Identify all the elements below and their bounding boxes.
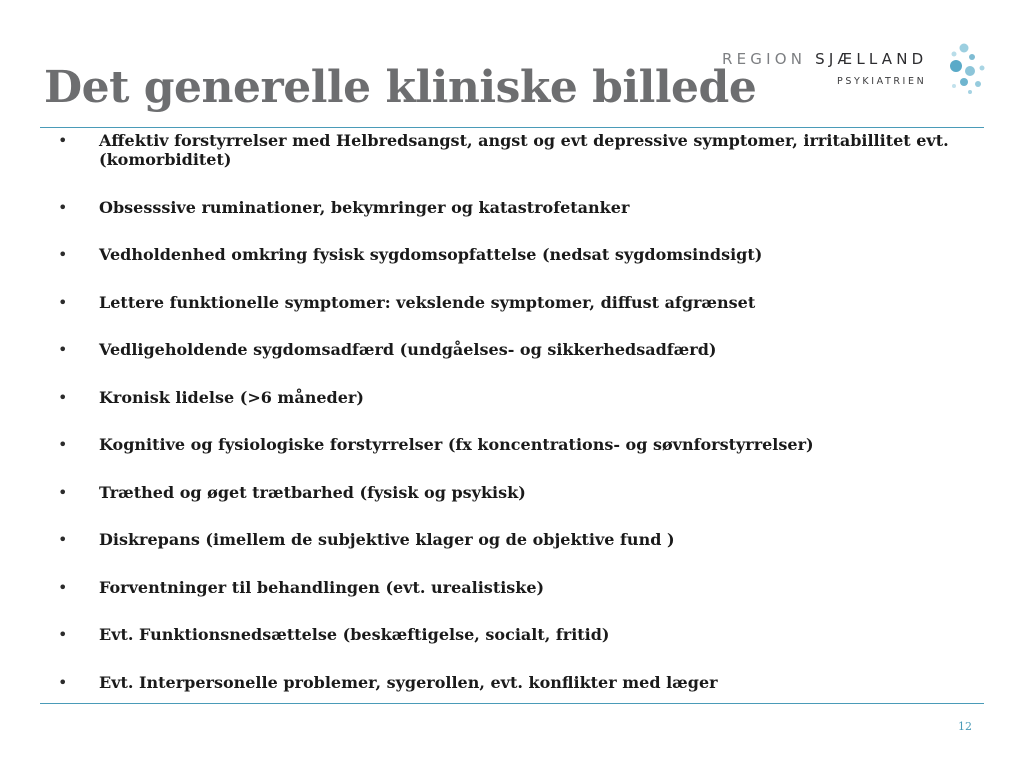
bullet-marker: • [58, 672, 68, 692]
bullet-item [58, 245, 958, 264]
bullet-item [58, 673, 958, 692]
bullet-item [58, 530, 958, 549]
bottom-divider [40, 703, 984, 704]
bullet-list [58, 131, 958, 720]
bullet-item [58, 388, 958, 407]
bullet-text: Kronisk lidelse (>6 måneder) [99, 387, 364, 407]
bullet-text: Affektiv forstyrrelser med Helbredsangst, angst og evt depressive symptomer, irritabillitet evt. (komorbiditet) [99, 131, 949, 169]
bullet-text: Vedligeholdende sygdomsadfærd (undgåelses- og sikkerhedsadfærd) [99, 340, 717, 359]
bullet-text: Diskrepans (imellem de subjektive klager og de objektive fund ) [99, 530, 675, 549]
bullet-item [58, 340, 958, 359]
bullet-marker: • [58, 131, 68, 150]
page-number: 12 [958, 720, 972, 733]
bullet-item [58, 131, 958, 169]
region-sjaelland-logo [722, 42, 992, 102]
bullet-marker: • [58, 625, 68, 644]
bullet-item [58, 198, 958, 217]
bullet-item [58, 578, 958, 597]
bullet-item [58, 625, 958, 644]
bullet-text: Obsesssive ruminationer, bekymringer og katastrofetanker [99, 197, 630, 217]
bullet-text: Træthed og øget trætbarhed (fysisk og psykisk) [99, 482, 526, 502]
slide-title: Det generelle kliniske billede [44, 62, 757, 113]
bullet-item [58, 435, 958, 454]
logo-region-word: REGION [722, 50, 816, 68]
bullet-text: Evt. Funktionsnedsættelse (beskæftigelse, socialt, fritid) [99, 625, 610, 644]
bullet-text: Forventninger til behandlingen (evt. urealistiske) [99, 577, 545, 597]
bullet-marker: • [58, 530, 68, 549]
bullet-marker: • [58, 435, 68, 454]
bullet-marker: • [58, 577, 68, 597]
logo-name-word: SJÆLLAND [815, 50, 928, 68]
logo-wordmark [722, 50, 927, 68]
bullet-item [58, 293, 958, 312]
bullet-text: Lettere funktionelle symptomer: vekslende symptomer, diffust afgrænset [99, 292, 756, 312]
bullet-marker: • [58, 292, 68, 312]
bullet-text: Vedholdenhed omkring fysisk sygdomsopfattelse (nedsat sygdomsindsigt) [99, 245, 763, 264]
bullet-marker: • [58, 245, 68, 264]
logo-subtitle: PSYKIATRIEN [837, 76, 927, 87]
logo-dots-icon [944, 42, 994, 98]
bullet-marker: • [58, 340, 68, 359]
bullet-text: Kognitive og fysiologiske forstyrrelser (fx koncentrations- og søvnforstyrrelser) [99, 435, 814, 454]
bullet-marker: • [58, 197, 68, 217]
bullet-text: Evt. Interpersonelle problemer, sygerollen, evt. konflikter med læger [99, 672, 718, 692]
bullet-item [58, 483, 958, 502]
bullet-marker: • [58, 482, 68, 502]
bullet-marker: • [58, 387, 68, 407]
top-divider [40, 127, 984, 128]
